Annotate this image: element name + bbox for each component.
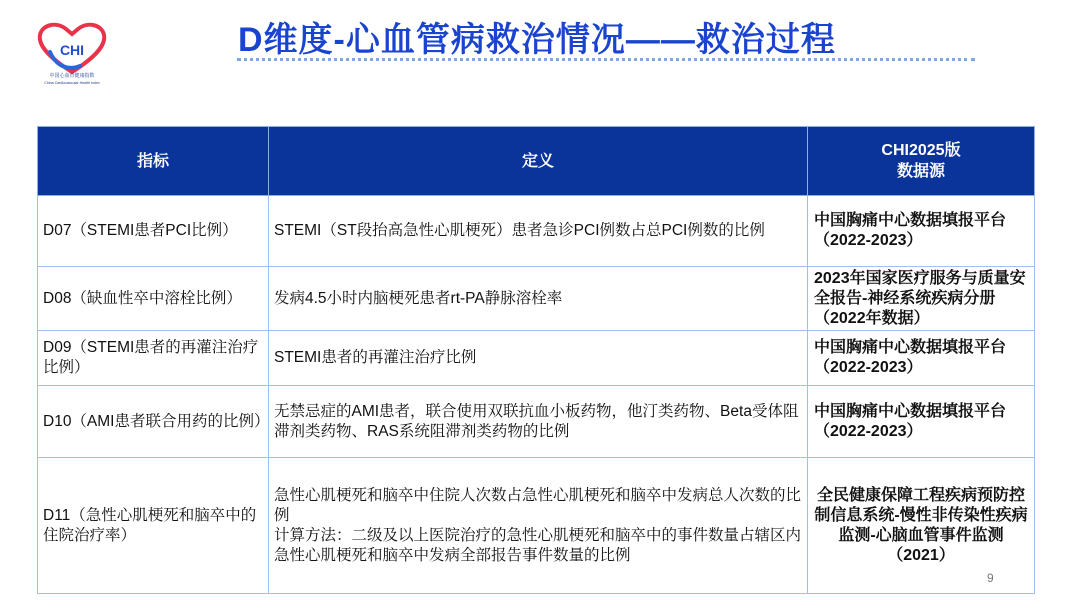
- page-number: 9: [987, 571, 994, 585]
- definition-line: 计算方法：二级及以上医院治疗的急性心肌梗死和脑卒中的事件数量占辖区内急性心肌梗死和脑卒中发病全部报告事件数量的比例: [274, 526, 802, 564]
- definition-line: 无禁忌症的AMI患者，联合使用双联抗血小板药物，他汀类药物、Beta受体阻滞剂类药物、RAS系统阻滞剂类药物的比例: [274, 402, 799, 440]
- row-definition: [269, 267, 808, 331]
- header-source: CHI2025版 数据源: [808, 127, 1035, 196]
- header-definition: 定义: [269, 127, 808, 196]
- table-row: [38, 331, 1035, 386]
- row-source: 全民健康保障工程疾病预防控制信息系统-慢性非传染性疾病监测-心脑血管事件监测（2021）: [808, 458, 1035, 594]
- page-title: D维度-心血管病救治情况——救治过程: [238, 21, 836, 59]
- title-divider: [237, 58, 975, 61]
- row-definition: [269, 458, 808, 594]
- chi-logo: [30, 22, 116, 92]
- definition-line: STEMI（ST段抬高急性心肌梗死）患者急诊PCI例数占总PCI例数的比例: [274, 222, 765, 239]
- logo-mark: CHI: [59, 42, 85, 58]
- definition-line: 急性心肌梗死和脑卒中住院人次数占急性心肌梗死和脑卒中发病总人次数的比例: [274, 486, 802, 524]
- row-source: 中国胸痛中心数据填报平台（2022-2023）: [808, 196, 1035, 267]
- row-source: 2023年国家医疗服务与质量安全报告-神经系统疾病分册（2022年数据）: [808, 267, 1035, 331]
- table-row: [38, 386, 1035, 458]
- row-source: 中国胸痛中心数据填报平台（2022-2023）: [808, 331, 1035, 386]
- row-indicator: D11（急性心肌梗死和脑卒中的住院治疗率）: [38, 458, 269, 594]
- logo-name-cn: 中国心血管健康指数: [49, 73, 95, 79]
- indicator-table: [37, 126, 1035, 594]
- row-indicator: D10（AMI患者联合用药的比例）: [38, 386, 269, 458]
- row-definition: [269, 386, 808, 458]
- table-row: [38, 267, 1035, 331]
- row-indicator: D07（STEMI患者PCI比例）: [38, 196, 269, 267]
- row-definition: [269, 331, 808, 386]
- row-indicator: D09（STEMI患者的再灌注治疗比例）: [38, 331, 269, 386]
- definition-line: STEMI患者的再灌注治疗比例: [274, 349, 477, 366]
- table-row: [38, 458, 1035, 594]
- table-row: [38, 196, 1035, 267]
- logo-name-en: China Cardiovascular Health Index: [44, 81, 100, 85]
- heart-logo-icon: [36, 22, 108, 74]
- row-definition: [269, 196, 808, 267]
- row-indicator: D08（缺血性卒中溶栓比例）: [38, 267, 269, 331]
- header-indicator: 指标: [38, 127, 269, 196]
- table-header-row: [38, 127, 1035, 196]
- definition-line: 发病4.5小时内脑梗死患者rt-PA静脉溶栓率: [274, 289, 563, 307]
- row-source: 中国胸痛中心数据填报平台（2022-2023）: [808, 386, 1035, 458]
